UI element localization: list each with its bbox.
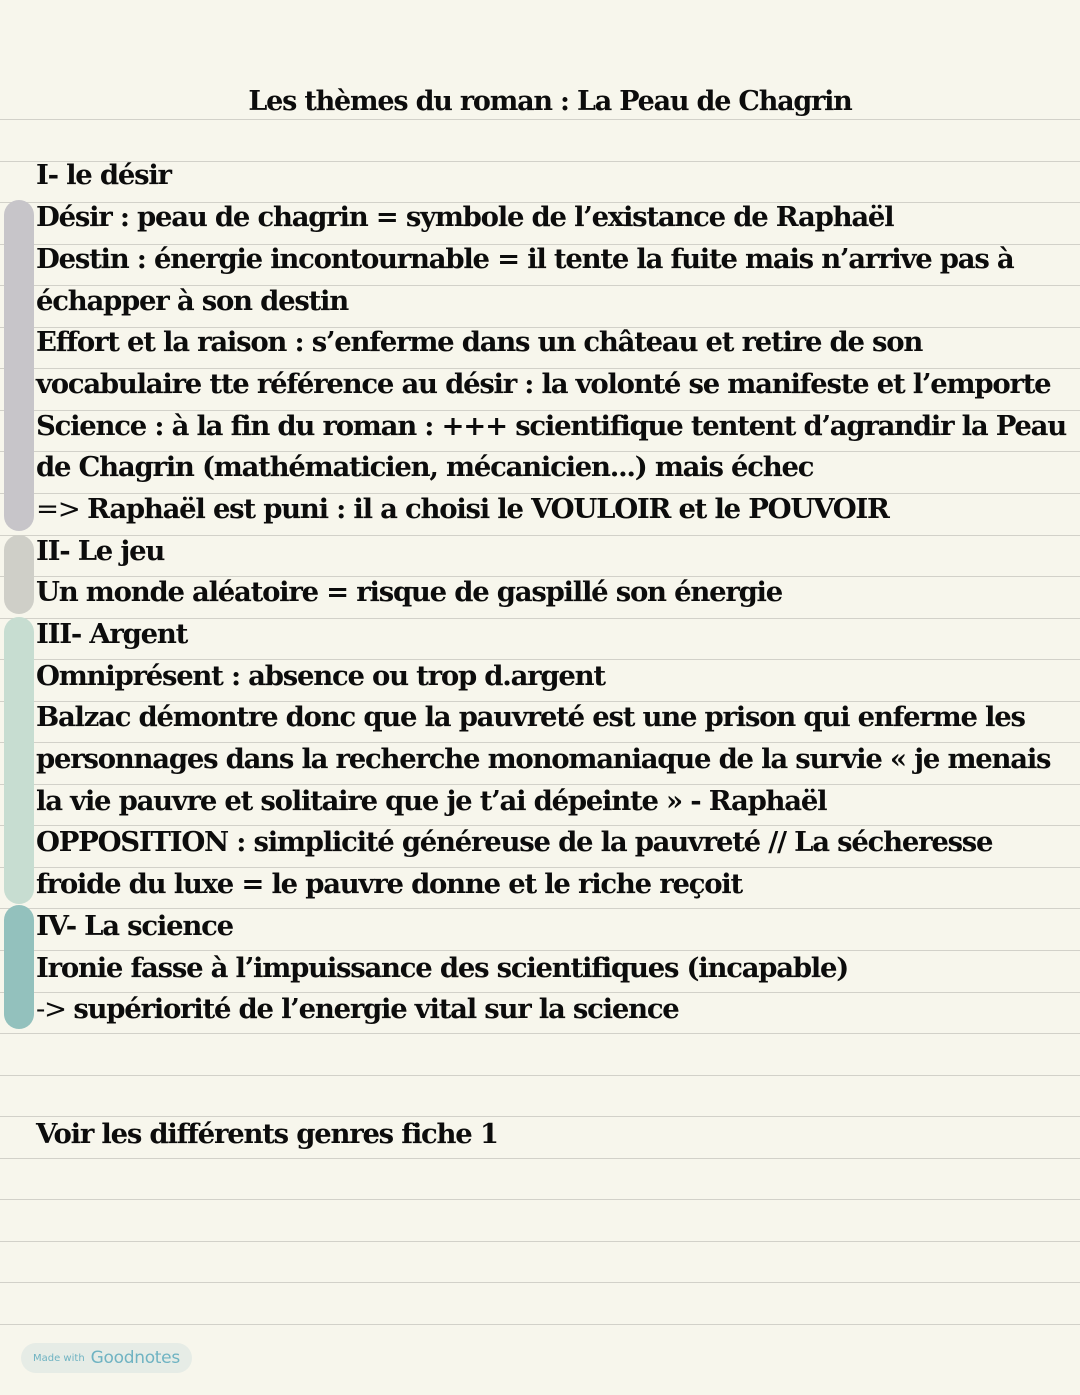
note-text: échapper à son destin — [36, 285, 348, 317]
note-line — [36, 239, 1013, 279]
note-text: Un monde aléatoire = risque de gaspillé son énergie — [36, 576, 782, 608]
note-line — [36, 322, 922, 362]
note-line — [36, 155, 171, 195]
note-line — [36, 948, 848, 988]
note-line — [36, 197, 893, 237]
note-line — [36, 614, 187, 654]
arrow-prefix: => — [36, 493, 88, 525]
note-line — [36, 989, 679, 1029]
note-line — [36, 281, 348, 321]
note-line — [36, 1114, 498, 1154]
note-text: III- Argent — [36, 618, 188, 650]
ruled-line — [0, 1241, 1080, 1242]
note-line — [36, 531, 164, 571]
note-text: froide du luxe = le pauvre donne et le riche reçoit — [36, 868, 742, 900]
note-text: vocabulaire tte référence au désir : la volonté se manifeste et l’emporte — [36, 368, 1051, 400]
ruled-line — [0, 1324, 1080, 1325]
note-line — [36, 781, 826, 821]
note-line — [36, 697, 1025, 737]
note-line — [36, 447, 813, 487]
note-line — [36, 656, 605, 696]
note-text: Désir : peau de chagrin = symbole de l’existance de Raphaël — [36, 201, 894, 233]
note-text: OPPOSITION : simplicité généreuse de la pauvreté // La sécheresse — [36, 826, 993, 858]
section-highlight-bar — [4, 200, 34, 531]
note-text: la vie pauvre et solitaire que je t’ai dépeinte » - Raphaël — [36, 785, 827, 817]
note-text: Destin : énergie incontournable = il tente la fuite mais n’arrive pas à — [36, 243, 1014, 275]
note-line — [36, 489, 889, 529]
section-highlight-bar — [4, 535, 34, 614]
note-line — [36, 822, 992, 862]
note-line — [36, 406, 1066, 446]
note-text: IV- La science — [36, 910, 233, 942]
note-text: Science : à la fin du roman : +++ scientifique tentent d’agrandir la Peau — [36, 410, 1066, 442]
note-text: Balzac démontre donc que la pauvreté est une prison qui enferme les — [36, 701, 1025, 733]
note-text: II- Le jeu — [36, 535, 165, 567]
note-text: Voir les différents genres fiche 1 — [36, 1118, 498, 1150]
note-text: personnages dans la recherche monomaniaque de la survie « je menais — [36, 743, 1051, 775]
note-line — [36, 739, 1050, 779]
note-text: de Chagrin (mathématicien, mécanicien...) mais échec — [36, 451, 814, 483]
ruled-line — [0, 1282, 1080, 1283]
note-text: Ironie fasse à l’impuissance des scientifiques (incapable) — [36, 952, 848, 984]
note-line — [36, 906, 233, 946]
note-line — [36, 572, 782, 612]
section-highlight-bar — [4, 905, 34, 1029]
note-text: supériorité de l’energie vital sur la science — [73, 993, 679, 1025]
ruled-line — [0, 1199, 1080, 1200]
section-highlight-bar — [4, 617, 34, 904]
ruled-line — [0, 1033, 1080, 1034]
page-title: Les thèmes du roman : La Peau de Chagrin — [248, 86, 852, 117]
goodnotes-badge[interactable] — [21, 1343, 192, 1373]
arrow-prefix: -> — [36, 993, 74, 1025]
made-with-label: Made with — [33, 1352, 85, 1364]
ruled-line — [0, 1158, 1080, 1159]
note-line — [36, 364, 1050, 404]
ruled-line — [0, 1075, 1080, 1076]
note-line — [36, 864, 742, 904]
note-text: Effort et la raison : s’enferme dans un château et retire de son — [36, 326, 923, 358]
goodnotes-logo: Goodnotes — [90, 1348, 180, 1368]
note-text: Raphaël est puni : il a choisi le VOULOIR et le POUVOIR — [87, 493, 889, 525]
note-text: I- le désir — [36, 159, 171, 191]
note-text: Omniprésent : absence ou trop d.argent — [36, 660, 605, 692]
